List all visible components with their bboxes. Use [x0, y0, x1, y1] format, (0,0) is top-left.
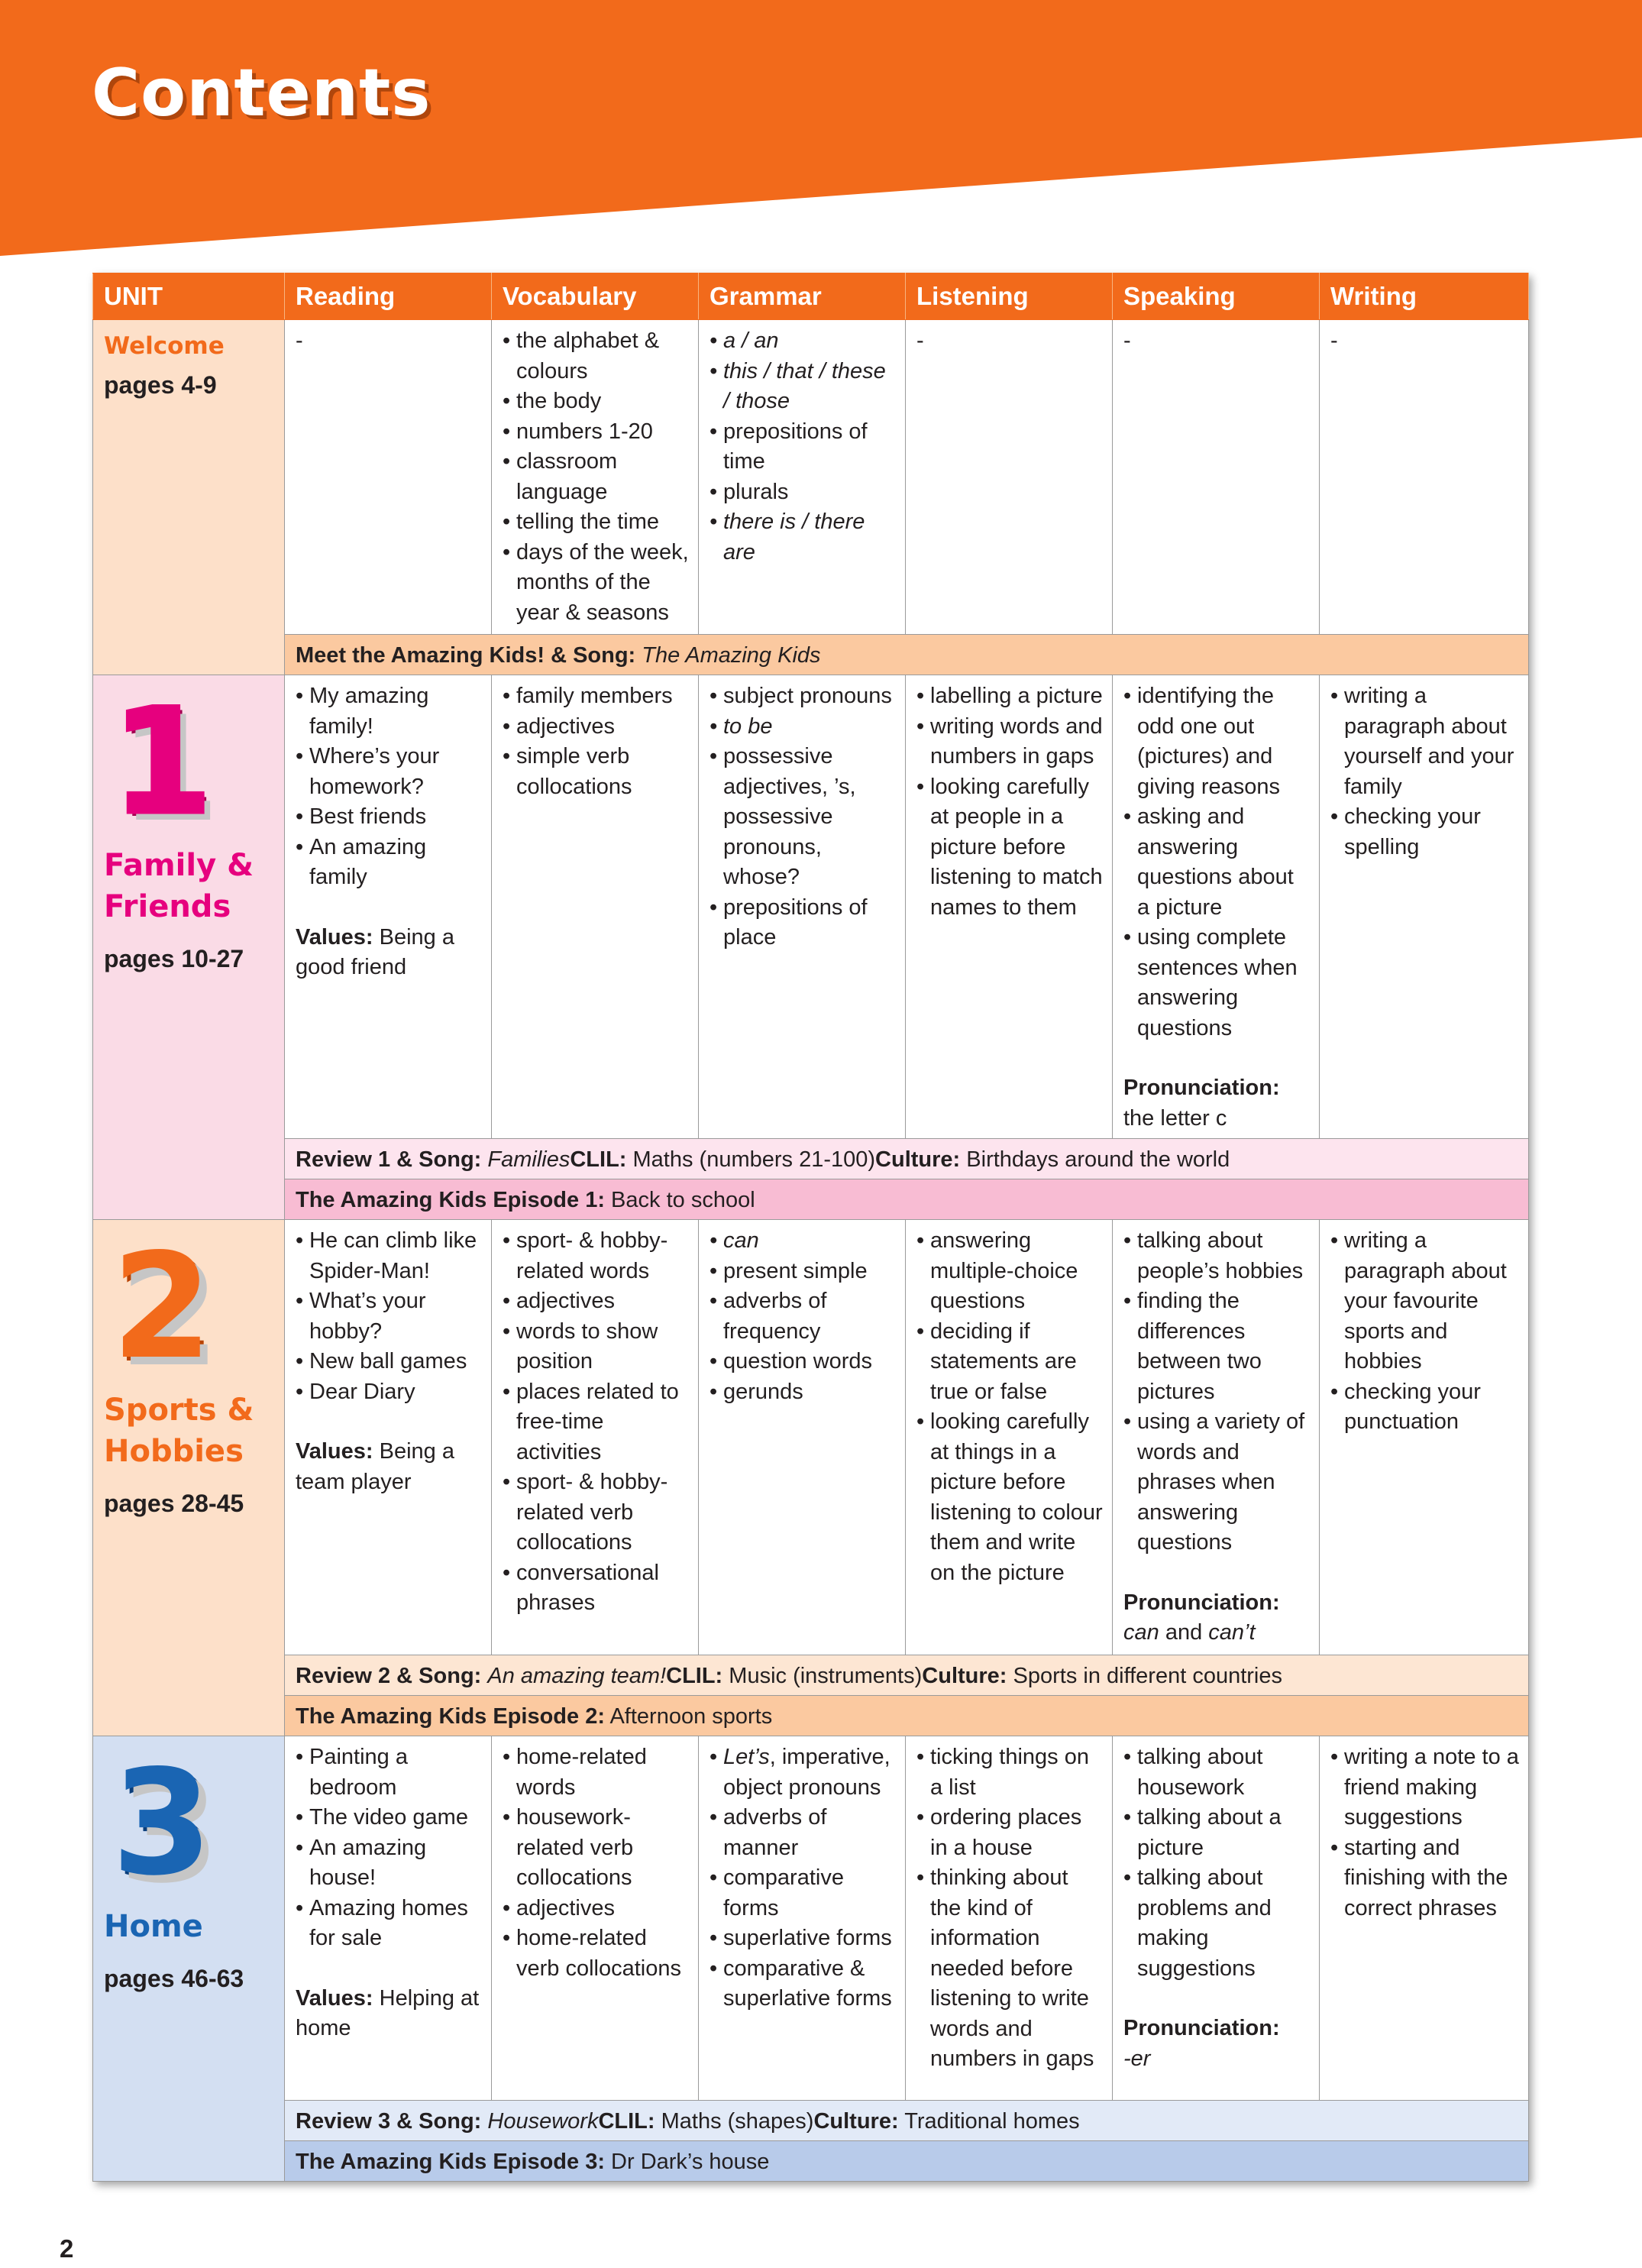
- clil-text: Maths (numbers 21-100): [632, 1147, 876, 1172]
- unit3-grammar: [699, 1736, 906, 2101]
- welcome-pages: pages 4-9: [104, 371, 217, 399]
- values-text: Helping at home: [296, 1985, 480, 2040]
- list-item: • the alphabet & colours: [503, 326, 689, 387]
- list-item: • writing a paragraph about your favourite sports and hobbies: [1330, 1226, 1519, 1377]
- header-reading: Reading: [285, 273, 492, 320]
- clil-label: CLIL:: [666, 1664, 723, 1688]
- unit1-review: [296, 1147, 570, 1172]
- unit1-reading: [285, 675, 492, 1139]
- list-item: • finding the differences between two pictures: [1123, 1286, 1310, 1407]
- list-item: • labelling a picture: [916, 681, 1103, 712]
- header-vocabulary: Vocabulary: [492, 273, 699, 320]
- list-item: • sport- & hobby-related verb collocations: [503, 1467, 689, 1558]
- header-writing: Writing: [1320, 273, 1529, 320]
- list-item: • superlative forms: [709, 1923, 896, 1954]
- pronunciation-text: the letter c: [1123, 1105, 1227, 1131]
- list-item: • present simple: [709, 1257, 896, 1287]
- list-item: • comparative forms: [709, 1863, 896, 1923]
- unit2-episode-strip: [93, 1696, 1529, 1736]
- values-label: Values:: [296, 924, 373, 950]
- unit1-episode-cell: [285, 1179, 1529, 1220]
- list-item: • using a variety of words and phrases when answering questions: [1123, 1407, 1310, 1558]
- list-item: • looking carefully at people in a picture before listening to match names to them: [916, 772, 1103, 924]
- list-item: • to be: [709, 712, 896, 743]
- list-item: • adjectives: [503, 712, 689, 743]
- list-item: • adverbs of frequency: [709, 1286, 896, 1347]
- review-song: An amazing team!: [487, 1664, 667, 1688]
- list-item: • using complete sentences when answering questions: [1123, 923, 1310, 1043]
- welcome-song-title: The Amazing Kids: [642, 643, 821, 668]
- list-item: • ordering places in a house: [916, 1803, 1103, 1863]
- unit2-episode-cell: [285, 1696, 1529, 1736]
- unit1-listening: [906, 675, 1113, 1139]
- list-item: • simple verb collocations: [503, 742, 689, 802]
- pronunciation-text: -er: [1123, 2046, 1151, 2071]
- list-item: [709, 1742, 896, 1803]
- unit2-review-strip: [93, 1655, 1529, 1696]
- list-item: • question words: [709, 1347, 896, 1377]
- list-item: • Best friends: [296, 802, 482, 833]
- culture-label: Culture:: [875, 1147, 961, 1172]
- values-text: Being a good friend: [296, 924, 454, 979]
- unit1-review-strip: [93, 1139, 1529, 1179]
- header-unit: UNIT: [93, 273, 285, 320]
- list-item: • words to show position: [503, 1317, 689, 1377]
- welcome-song-label: Meet the Amazing Kids! & Song:: [296, 643, 636, 668]
- list-item: • Dear Diary: [296, 1377, 482, 1408]
- unit3-review-strip: [93, 2101, 1529, 2141]
- list-item: • prepositions of place: [709, 893, 896, 953]
- welcome-speaking: -: [1113, 320, 1320, 635]
- list-item: • telling the time: [503, 507, 689, 538]
- values-label: Values:: [296, 1985, 373, 2011]
- page-number: 2: [60, 2234, 74, 2263]
- unit3-speaking: [1113, 1736, 1320, 2101]
- unit3-number: 3: [112, 1739, 213, 1907]
- unit3-episode-strip: [93, 2141, 1529, 2182]
- unit3-unit-cell: [93, 1736, 285, 2182]
- review-song: Families: [487, 1147, 570, 1172]
- list-item: • identifying the odd one out (pictures) and giving reasons: [1123, 681, 1310, 802]
- unit3-episode-cell: [285, 2141, 1529, 2182]
- list-item: • numbers 1-20: [503, 417, 689, 448]
- list-item: • The video game: [296, 1803, 482, 1833]
- review-song: Housework: [487, 2109, 599, 2134]
- values-text: Being a team player: [296, 1439, 454, 1494]
- list-item: • classroom language: [503, 447, 689, 507]
- culture-label: Culture:: [813, 2109, 899, 2134]
- welcome-listening: -: [906, 320, 1113, 635]
- episode-label: The Amazing Kids Episode 1:: [296, 1188, 605, 1212]
- episode-text: Dr Dark’s house: [611, 2150, 770, 2174]
- unit2-row: [93, 1220, 1529, 1655]
- welcome-writing: -: [1320, 320, 1529, 635]
- unit2-pages: pages 28-45: [104, 1490, 244, 1517]
- unit1-episode-strip: [93, 1179, 1529, 1220]
- list-item: • possessive adjectives, ’s, possessive pronouns, whose?: [709, 742, 896, 893]
- unit3-listening: [906, 1736, 1113, 2101]
- pronunciation-label: Pronunciation:: [1123, 2016, 1280, 2040]
- welcome-song-strip: [93, 635, 1529, 675]
- list-item: • the body: [503, 387, 689, 417]
- list-item: • He can climb like Spider-Man!: [296, 1226, 482, 1286]
- unit3-clil: [598, 2109, 813, 2134]
- unit2-grammar: [699, 1220, 906, 1655]
- welcome-row: [93, 320, 1529, 635]
- clil-text: Music (instruments): [729, 1664, 923, 1688]
- welcome-reading: -: [285, 320, 492, 635]
- culture-text: Traditional homes: [904, 2109, 1080, 2134]
- list-item: • looking carefully at things in a picture before listening to colour them and write on the picture: [916, 1407, 1103, 1588]
- unit2-review: [296, 1664, 666, 1688]
- clil-label: CLIL:: [570, 1147, 627, 1172]
- header-listening: Listening: [906, 273, 1113, 320]
- list-item: • talking about a picture: [1123, 1803, 1310, 1863]
- unit1-number: 1: [112, 678, 213, 846]
- list-item: • What’s your hobby?: [296, 1286, 482, 1347]
- unit3-writing: [1320, 1736, 1529, 2101]
- list-item: • An amazing house!: [296, 1833, 482, 1894]
- pronunciation-text-a: can: [1123, 1620, 1159, 1645]
- list-item: • plurals: [709, 477, 896, 508]
- list-item: • starting and finishing with the correct phrases: [1330, 1833, 1519, 1924]
- list-item: • Where’s your homework?: [296, 742, 482, 802]
- culture-label: Culture:: [922, 1664, 1007, 1688]
- unit1-culture: [875, 1147, 1230, 1172]
- list-item: • checking your spelling: [1330, 802, 1519, 862]
- welcome-unit-name: Welcome: [104, 332, 225, 360]
- unit1-row: [93, 675, 1529, 1139]
- list-item: • adjectives: [503, 1286, 689, 1317]
- unit3-values: [296, 1984, 482, 2044]
- review-label: Review 1 & Song:: [296, 1147, 482, 1172]
- list-item: • adverbs of manner: [709, 1803, 896, 1863]
- list-item: • this / that / these / those: [709, 357, 896, 417]
- unit3-reading: [285, 1736, 492, 2101]
- unit3-pages: pages 46-63: [104, 1965, 244, 1992]
- unit2-unit-cell: [93, 1220, 285, 1736]
- list-item: • a / an: [709, 326, 896, 357]
- unit2-culture: [922, 1664, 1282, 1688]
- contents-table: [92, 273, 1529, 2182]
- unit2-pronunciation: [1123, 1588, 1310, 1648]
- unit1-pages: pages 10-27: [104, 945, 244, 972]
- unit2-number: 2: [112, 1222, 213, 1391]
- grammar-first-rest: , imperative, object pronouns: [723, 1745, 890, 1800]
- pronunciation-text-b: can’t: [1208, 1620, 1256, 1645]
- list-item: • talking about people’s hobbies: [1123, 1226, 1310, 1286]
- unit2-review-cell: [285, 1655, 1529, 1696]
- list-item: • Amazing homes for sale: [296, 1894, 482, 1954]
- culture-text: Birthdays around the world: [966, 1147, 1230, 1172]
- list-item: • thinking about the kind of information needed before listening to write words and numbers in gaps: [916, 1863, 1103, 2075]
- unit3-unit-name: Home: [104, 1909, 203, 1944]
- page-title: Contents: [92, 55, 432, 131]
- unit1-vocabulary: [492, 675, 699, 1139]
- unit3-pronunciation: [1123, 2014, 1310, 2074]
- list-item: • New ball games: [296, 1347, 482, 1377]
- clil-text: Maths (shapes): [661, 2109, 814, 2134]
- list-item: • sport- & hobby-related words: [503, 1226, 689, 1286]
- unit1-review-cell: [285, 1139, 1529, 1179]
- list-item: • talking about problems and making suggestions: [1123, 1863, 1310, 1984]
- header-speaking: Speaking: [1113, 273, 1320, 320]
- unit1-pronunciation: [1123, 1073, 1310, 1134]
- list-item: • adjectives: [503, 1894, 689, 1924]
- pronunciation-label: Pronunciation:: [1123, 1590, 1280, 1615]
- unit1-grammar: [699, 675, 906, 1139]
- list-item: • days of the week, months of the year & seasons: [503, 538, 689, 629]
- unit1-speaking: [1113, 675, 1320, 1139]
- unit1-unit-name: Family & Friends: [104, 848, 254, 924]
- list-item: • there is / there are: [709, 507, 896, 568]
- list-item: • conversational phrases: [503, 1558, 689, 1619]
- list-item: • home-related words: [503, 1742, 689, 1803]
- unit2-clil: [666, 1664, 922, 1688]
- episode-text: Afternoon sports: [609, 1704, 773, 1729]
- unit3-review-cell: [285, 2101, 1529, 2141]
- list-item: • deciding if statements are true or false: [916, 1317, 1103, 1408]
- review-label: Review 3 & Song:: [296, 2109, 482, 2134]
- list-item: • can: [709, 1226, 896, 1257]
- list-item: • ticking things on a list: [916, 1742, 1103, 1803]
- episode-label: The Amazing Kids Episode 3:: [296, 2150, 605, 2174]
- list-item: • My amazing family!: [296, 681, 482, 742]
- unit2-unit-name: Sports & Hobbies: [104, 1393, 254, 1469]
- header-row: [93, 273, 1529, 320]
- list-item: • subject pronouns: [709, 681, 896, 712]
- list-item: • An amazing family: [296, 833, 482, 893]
- unit2-speaking: [1113, 1220, 1320, 1655]
- pronunciation-text-mid: and: [1159, 1620, 1209, 1645]
- unit3-review: [296, 2109, 598, 2134]
- list-item: • answering multiple-choice questions: [916, 1226, 1103, 1317]
- unit3-culture: [813, 2109, 1079, 2134]
- unit3-row: [93, 1736, 1529, 2101]
- welcome-song-cell: [285, 635, 1529, 675]
- culture-text: Sports in different countries: [1013, 1664, 1283, 1688]
- grammar-lets: Let’s: [723, 1745, 770, 1769]
- list-item: • places related to free-time activities: [503, 1377, 689, 1468]
- list-item: • housework-related verb collocations: [503, 1803, 689, 1894]
- list-item: • Painting a bedroom: [296, 1742, 482, 1803]
- list-item: • writing words and numbers in gaps: [916, 712, 1103, 772]
- list-item: • writing a paragraph about yourself and your family: [1330, 681, 1519, 802]
- list-item: • comparative & superlative forms: [709, 1954, 896, 2014]
- clil-label: CLIL:: [598, 2109, 655, 2134]
- unit3-vocabulary: [492, 1736, 699, 2101]
- list-item: • talking about housework: [1123, 1742, 1310, 1803]
- values-label: Values:: [296, 1439, 373, 1464]
- welcome-vocabulary: [492, 320, 699, 635]
- review-label: Review 2 & Song:: [296, 1664, 482, 1688]
- unit1-values: [296, 923, 482, 983]
- unit1-clil: [570, 1147, 875, 1172]
- unit1-writing: [1320, 675, 1529, 1139]
- list-item: • prepositions of time: [709, 417, 896, 477]
- list-item: • checking your punctuation: [1330, 1377, 1519, 1438]
- list-item: • asking and answering questions about a picture: [1123, 802, 1310, 923]
- list-item: • writing a note to a friend making suggestions: [1330, 1742, 1519, 1833]
- unit2-reading: [285, 1220, 492, 1655]
- unit1-unit-cell: [93, 675, 285, 1220]
- welcome-unit-cell: [93, 320, 285, 675]
- unit2-listening: [906, 1220, 1113, 1655]
- header-grammar: Grammar: [699, 273, 906, 320]
- welcome-grammar: [699, 320, 906, 635]
- episode-label: The Amazing Kids Episode 2:: [296, 1704, 605, 1729]
- unit2-values: [296, 1437, 482, 1497]
- unit2-writing: [1320, 1220, 1529, 1655]
- list-item: • family members: [503, 681, 689, 712]
- list-item: • gerunds: [709, 1377, 896, 1408]
- list-item: • home-related verb collocations: [503, 1923, 689, 1984]
- pronunciation-label: Pronunciation:: [1123, 1076, 1280, 1100]
- unit2-vocabulary: [492, 1220, 699, 1655]
- episode-text: Back to school: [611, 1188, 755, 1212]
